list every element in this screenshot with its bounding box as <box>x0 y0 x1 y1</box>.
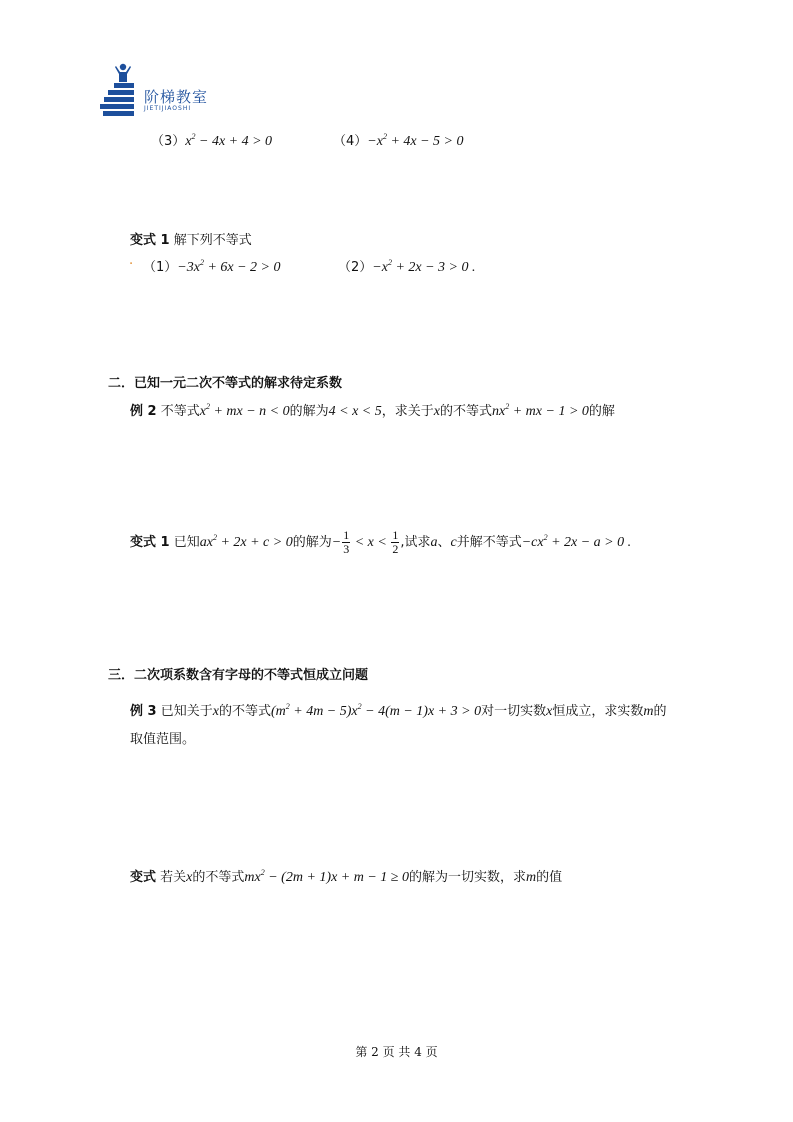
variant-1-q2: $(2)-x^2 + 2x - 3 > 0$ . <box>338 258 476 275</box>
problem-3: $(3)x^2 - 4x + 4 > 0$ <box>151 132 273 149</box>
variant-1-title: 变式 1 解下列不等式 <box>130 233 252 248</box>
logo-subtitle: JIETIJIAOSHI <box>144 105 192 112</box>
section-3-heading: 三．二次项系数含有字母的不等式恒成立问题 <box>108 668 369 683</box>
page-number: 第 2 页 共 4 页 <box>355 1045 438 1059</box>
fraction-one-half: $\frac{1}{2}$ <box>392 528 399 556</box>
example-2: 例 2 不等式$x^2$ + mx − n < 0的解为4 < x < 5，求关于x的不等式$nx^2$ + mx − 1 > 0的解 <box>130 402 615 419</box>
section-2-heading: 二．已知一元二次不等式的解求待定系数 <box>108 376 343 391</box>
variant-1-q1: $(1)-3x^2 + 6x - 2 > 0$ <box>143 258 281 275</box>
section-3-variant: 变式 若关x的不等式$mx^2 - (2m + 1)x + m - 1 \ge 0$的解为一切实数，求m的值 <box>130 868 563 885</box>
example-3: 例 3 已知关于x的不等式$(m^2 + 4m - 5)x^2 - 4(m - 1)x + 3 > 0$对一切实数x恒成立，求实数m的 <box>130 702 667 719</box>
section-2-variant-1: 变式 1 已知$ax^2 + 2x + c > 0$的解为− $\frac{1}{3}$ < x < $\frac{1}{2}$ ,试求a、c并解不等式$-cx^2 + 2x - a > 0$ . <box>130 528 632 556</box>
logo-text: 阶梯教室 <box>144 88 209 106</box>
orange-dot: . <box>129 253 134 268</box>
problem-4: $(4)-x^2 + 4x - 5 > 0$ <box>333 132 464 149</box>
example-3-line-2: 取值范围。 <box>130 732 196 747</box>
fraction-one-third: $\frac{1}{3}$ <box>343 528 350 556</box>
